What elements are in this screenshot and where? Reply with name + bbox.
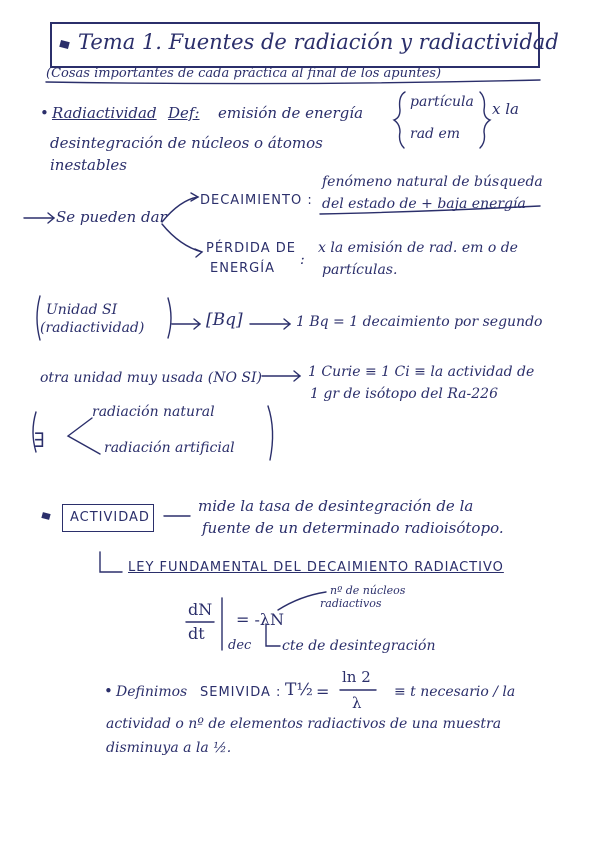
perdida-text2: partículas. — [322, 262, 398, 278]
decaimiento-label: DECAIMIENTO : — [200, 193, 313, 208]
page-subtitle: (Cosas importantes de cada práctica al final de los apuntes) — [46, 66, 442, 81]
particula-label: partícula — [410, 94, 474, 110]
ley-hook-arrow — [100, 552, 122, 572]
ley-numerator: dN — [188, 600, 213, 619]
ley-note2: radiactivos — [320, 597, 382, 610]
perdida-colon: : — [300, 252, 305, 268]
perdida-text1: x la emisión de rad. em o de — [318, 240, 518, 256]
ley-rhs: = -λN — [236, 610, 285, 629]
decaimiento-underline — [320, 206, 540, 214]
rad-em-label: rad em — [410, 126, 461, 142]
unidad-si-line2: (radiactividad) — [40, 320, 145, 336]
perdida-label1: PÉRDIDA DE — [206, 241, 296, 256]
exists-symbol: ∃ — [34, 428, 45, 452]
x-la-label: x la — [492, 100, 519, 118]
bq-unit: [Bq] — [206, 310, 243, 330]
radiacion-natural: radiación natural — [92, 404, 215, 420]
def-label: Def: — [168, 104, 200, 122]
left-brace-icon — [394, 92, 405, 148]
semivida-num: ln 2 — [342, 668, 371, 686]
ley-sub: dec — [228, 638, 252, 653]
se-pueden-dar: Se pueden dar — [56, 208, 167, 226]
radiactividad-line1: emisión de energía — [218, 104, 364, 122]
unidad-si-line1: Unidad SI — [46, 302, 118, 318]
semivida-label: SEMIVIDA : — [200, 685, 282, 700]
ley-const-note: cte de desintegración — [282, 638, 436, 654]
right-brace-icon — [480, 92, 490, 148]
otra-unidad-label: otra unidad muy usada (NO SI) — [40, 370, 262, 386]
curie-eq2: 1 gr de isótopo del Ra-226 — [310, 386, 498, 402]
ley-title: LEY FUNDAMENTAL DEL DECAIMIENTO RADIACTIVO — [128, 560, 504, 575]
ley-note-arrow — [278, 592, 326, 610]
subtitle-underline — [46, 80, 540, 84]
actividad-text1: mide la tasa de desintegración de la — [198, 497, 474, 515]
semivida-intro: Definimos — [116, 684, 188, 700]
bullet-dot-icon: • — [40, 104, 49, 122]
semivida-den: λ — [352, 694, 362, 712]
exists-fork — [68, 418, 100, 454]
radiacion-artificial: radiación artificial — [104, 440, 235, 456]
ley-const-hook — [266, 624, 280, 646]
radiactividad-line3: inestables — [50, 156, 127, 174]
curie-eq1: 1 Curie ≡ 1 Ci ≡ la actividad de — [308, 364, 535, 380]
page-title: Tema 1. Fuentes de radiación y radiactividad — [78, 30, 559, 54]
semivida-line2: actividad o nº de elementos radiactivos de una muestra — [106, 716, 502, 732]
fork-arrow-down — [162, 224, 202, 252]
radiactividad-term: Radiactividad — [52, 104, 157, 122]
semivida-symbol: T½ — [285, 680, 313, 700]
unidad-close-paren — [168, 298, 171, 338]
decaimiento-text1: fenómeno natural de búsqueda — [322, 174, 543, 190]
exists-left-bracket — [33, 412, 36, 452]
semivida-rest: ≡ t necesario / la — [394, 684, 516, 700]
ley-note1: nº de núcleos — [330, 584, 406, 597]
semivida-eq: = — [316, 682, 330, 701]
unidad-open-paren — [37, 296, 40, 340]
ley-denominator: dt — [188, 624, 205, 643]
bq-equation: 1 Bq = 1 decaimiento por segundo — [296, 314, 543, 330]
semivida-line3: disminuya a la ½. — [106, 740, 232, 756]
semivida-bullet-icon: • — [104, 682, 113, 700]
actividad-label: ACTIVIDAD — [70, 510, 150, 525]
decaimiento-text2: del estado de + baja energía — [322, 196, 526, 212]
exists-right-bracket — [268, 406, 273, 460]
perdida-label2: ENERGÍA — [210, 261, 275, 276]
radiactividad-line2: desintegración de núcleos o átomos — [50, 134, 323, 152]
actividad-text2: fuente de un determinado radioisótopo. — [202, 519, 504, 537]
